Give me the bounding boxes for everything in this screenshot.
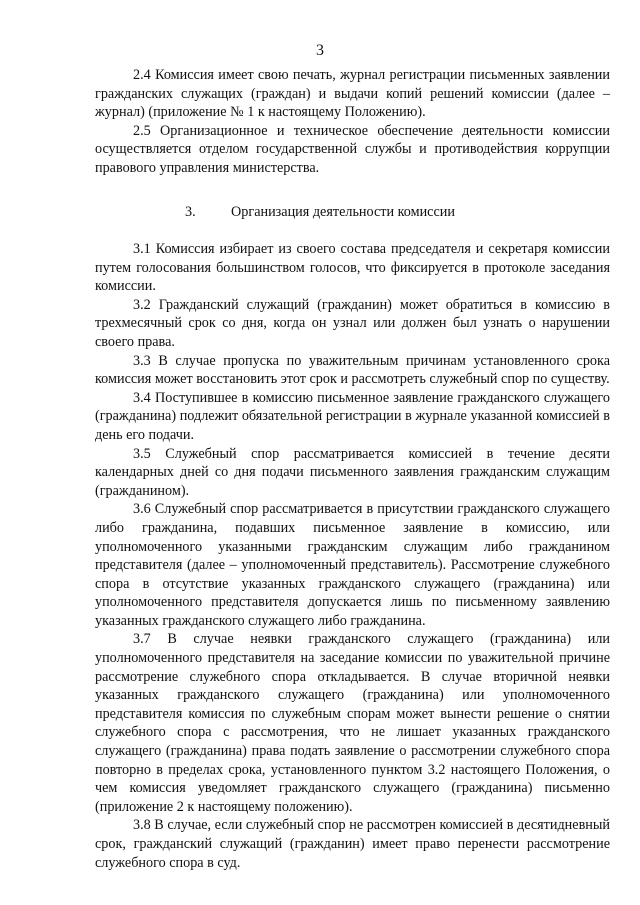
paragraph-3-1: 3.1 Комиссия избирает из своего состава председателя и секретаря комиссии путем голосования большинством голосов, что фиксируется в протоколе заседания комиссии. — [95, 241, 610, 295]
paragraph-3-5: 3.5 Служебный спор рассматривается комиссией в течение десяти календарных дней со дня подачи письменного заявления гражданским служащим (гражданином). — [95, 445, 610, 499]
paragraph-2-4: 2.4 Комиссия имеет свою печать, журнал регистрации письменных заявлении гражданских служащих (граждан) и выдачи копий решений комиссии (далее – журнал) (приложение № 1 к настоящему Положению). — [95, 67, 610, 121]
page-number: 3 — [316, 42, 324, 59]
paragraph-3-7: 3.7 В случае неявки гражданского служащего (гражданина) или уполномоченного представителя на заседание комиссии по уважительной причине рассмотрение служебного спора откладывается. В случае вторичной неявки указанных гражданского служащего (гражданина) или уполномоченного представителя комиссия по служебным спорам может вынести решение о снятии служебного спора с рассмотрения, что не лишает указанных гражданского служащего (гражданина) права подать заявление о рассмотрении служебного спора повторно в пределах срока, установленного пунктом 3.2 настоящего Положения, о чем комиссия уведомляет гражданского служащего (гражданина) письменно (приложение 2 к настоящему положению). — [95, 631, 610, 815]
paragraph-2-5: 2.5 Организационное и техническое обеспечение деятельности комиссии осуществляется отделом государственной службы и противодействия коррупции правового управления министерства. — [95, 122, 610, 176]
paragraph-3-3: 3.3 В случае пропуска по уважительным причинам установленного срока комиссия может восстановить этот срок и рассмотреть служебный спор по существу. — [95, 352, 610, 388]
section-3-body — [95, 240, 610, 872]
section-2-continuation — [95, 66, 610, 178]
paragraph-3-2: 3.2 Гражданский служащий (гражданин) может обратиться в комиссию в трехмесячный срок со дня, когда он узнал или должен был узнать о нарушении своего права. — [95, 296, 610, 350]
paragraph-3-4: 3.4 Поступившее в комиссию письменное заявление гражданского служащего (гражданина) подлежит обязательной регистрации в журнале указанной комиссией в день его подачи. — [95, 389, 610, 443]
paragraph-3-8: 3.8 В случае, если служебный спор не рассмотрен комиссией в десятидневный срок, гражданский служащий (гражданин) имеет право перенести рассмотрение служебного спора в суд. — [95, 817, 610, 871]
paragraph-3-6: 3.6 Служебный спор рассматривается в присутствии гражданского служащего либо гражданина, подавших письменное заявление в комиссию, или уполномоченного указанными гражданским служащим либо гражданином представителя (далее – уполномоченный представитель). Рассмотрение служебного спора в отсутствие указанных гражданского служащего (гражданина) или уполномоченного представителя допускается лишь по письменному заявлению указанных гражданского служащего либо гражданина. — [95, 501, 610, 629]
section-3-number: 3. — [185, 204, 196, 220]
section-3-heading — [0, 204, 640, 221]
section-3-title: Организация деятельности комиссии — [231, 204, 455, 220]
